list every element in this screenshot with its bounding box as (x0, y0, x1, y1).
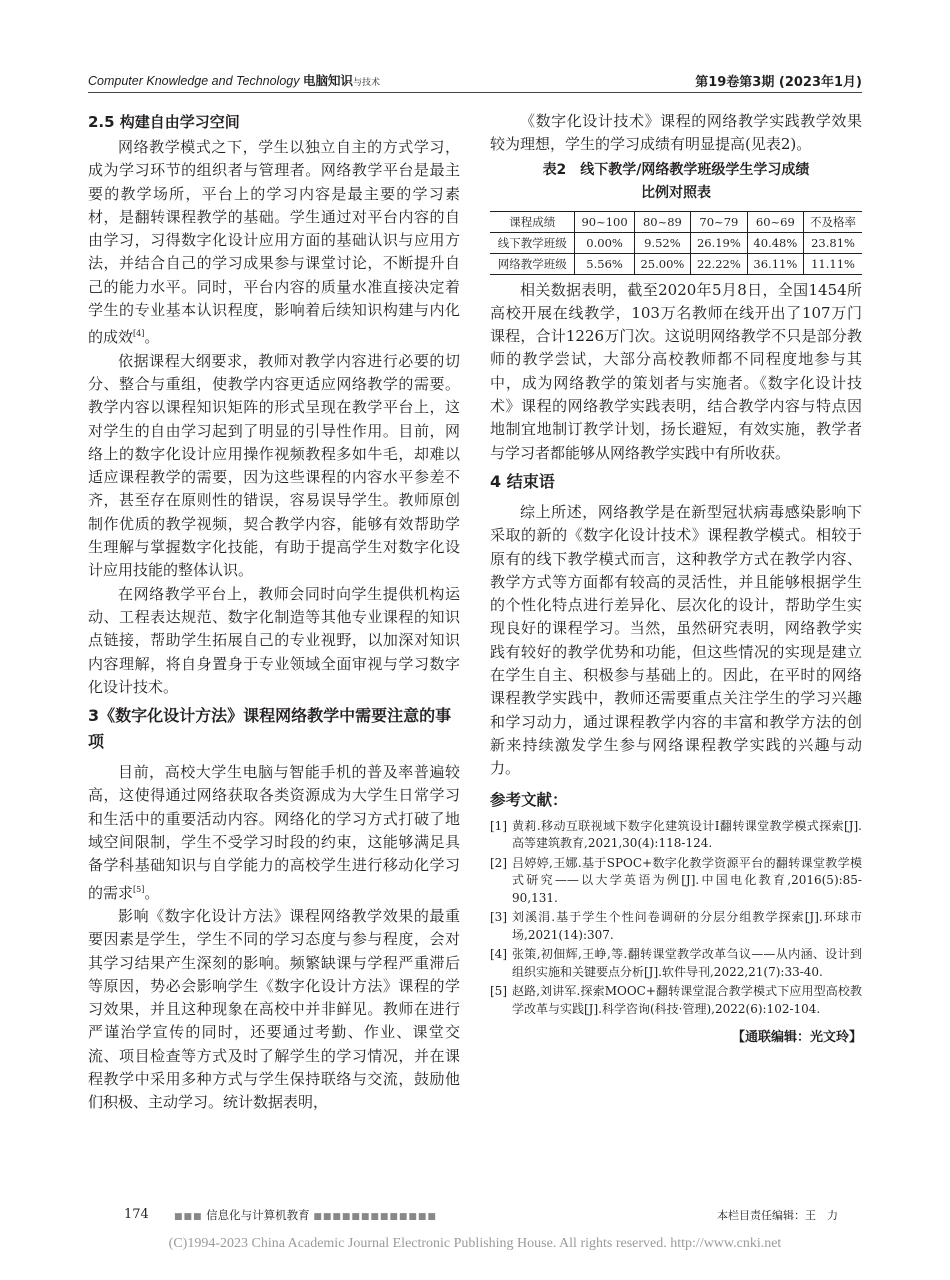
editor-note: 【通联编辑：光文玲】 (731, 1030, 862, 1046)
page-number: 174 (124, 1207, 149, 1222)
table-cell: 40.48% (747, 232, 803, 253)
reference-number: [4] (490, 947, 507, 962)
table-caption-line-1: 表2 线下教学/网络教学班级学生学习成绩 (542, 161, 810, 178)
reference-item (490, 818, 862, 853)
copyright-line: (C)1994-2023 China Academic Journal Electronic Publishing House. All rights reserved. http://www.cnki.net (168, 1236, 782, 1251)
table-cell: 23.81% (804, 232, 862, 253)
table-cell: 9.52% (634, 232, 690, 253)
right-column (490, 110, 862, 1050)
reference-item (490, 983, 862, 1018)
reference-item (490, 946, 862, 981)
table-header-cell: 90~100 (575, 211, 634, 232)
table-header-cell: 80~89 (634, 211, 690, 232)
reference-text: 张策,初佃辉,王峥,等.翻转课堂教学改革刍议——从内涵、设计到组织实施和关键要点分析[J].软件导刊,2022,21(7):33-40. (512, 947, 862, 979)
grade-comparison-table (490, 211, 862, 275)
paragraph: 影响《数字化设计方法》课程网络教学效果的最重要因素是学生，学生不同的学习态度与参与程度，会对其学习结果产生深刻的影响。频繁缺课与学程严重滞后等原因，势必会影响学生《数字化设计方法》课程的学习效果，并且这种现象在高校中并非鲜见。教师在进行严谨治学宣传的同时，还要通过考勤、作业、课堂交流、项目检查等方式及时了解学生的学习情况，并在课程教学中采用多种方式与学生保持联络与交流，鼓励他们积极、主动学习。统计数据表明， (88, 906, 460, 1112)
citation: [4] (133, 329, 145, 339)
paragraph: 《数字化设计技术》课程的网络教学实践教学效果较为理想，学生的学习成绩有明显提高(见表2)。 (490, 112, 862, 154)
paragraph: 在网络教学平台上，教师会同时向学生提供机构运动、工程表达规范、数字化制造等其他专业课程的知识点链接，帮助学生拓展自己的专业视野，以加深对知识内容理解，将自身置身于专业领域全面审视与学习数字化设计技术。 (88, 584, 460, 696)
table-cell: 0.00% (575, 232, 634, 253)
citation: [5] (133, 884, 145, 894)
footer-journal-name: 信息化与计算机教育 (206, 1208, 310, 1222)
table-header-cell: 不及格率 (804, 211, 862, 232)
table-cell: 5.56% (575, 253, 634, 274)
left-column (88, 110, 460, 1115)
section-4-title: 4 结束语 (490, 471, 555, 491)
paragraph: 综上所述，网络教学是在新型冠状病毒感染影响下采取的新的《数字化设计技术》课程教学模式。相较于原有的线下教学模式而言，这种教学方式在教学内容、教学方式等方面都有较高的灵活性，并且能够根据学生的个性化特点进行差异化、层次化的设计，帮助学生实现良好的课程学习。当然，虽然研究表明，网络教学实践有较好的教学优势和功能，但这些情况的实现是建立在学生自主、积极参与基础上的。因此，在平时的网络课程教学实践中，教师还需要重点关注学生的学习兴趣和学习动力，通过课程教学内容的丰富和教学方法的创新来持续激发学生参与网络课程教学实践的兴趣与动力。 (490, 502, 862, 778)
issue-info: 第19卷第3期 (2023年1月) (695, 75, 862, 90)
reference-number: [5] (490, 984, 507, 999)
table-caption-line-2: 比例对照表 (641, 184, 711, 201)
table-header-cell: 课程成绩 (490, 211, 575, 232)
reference-text: 黄莉.移动互联视域下数字化建筑设计Ⅰ翻转课堂教学模式探索[J].高等建筑教育,2021,30(4):118-124. (512, 818, 862, 851)
table-header-cell: 70~79 (691, 211, 747, 232)
reference-number: [3] (490, 910, 507, 925)
paragraph: 网络教学模式之下，学生以独立自主的方式学习，成为学习环节的组织者与管理者。网络教学平台是最主要的教学场所，平台上的学习内容是最主要的学习素材，是翻转课程教学的基础。学生通过对平台内容的自由学习，习得数字化设计应用方面的基础认识与应用方法，并结合自己的学习成果参与课堂讨论，不断提升自己的能力水平。同时，平台内容的质量水准直接决定着学生的专业基本认识程度，影响着后续知识构建与内化的成效[4]。 (88, 138, 460, 347)
section-2-5-title: 2.5 构建自由学习空间 (88, 113, 240, 131)
table-cell: 网络教学班级 (490, 253, 575, 274)
table-row (490, 253, 862, 274)
reference-text: 刘溪涓.基于学生个性问卷调研的分层分组教学探索[J].环球市场,2021(14):307. (512, 910, 862, 942)
reference-item (490, 855, 862, 908)
header-rule (88, 92, 862, 93)
column-editor: 本栏目责任编辑：王 力 (717, 1209, 838, 1222)
table-header-row (490, 211, 862, 232)
section-3-title: 3《数字化设计方法》课程网络教学中需要注意的事项 (88, 706, 452, 752)
table-cell: 26.19% (691, 232, 747, 253)
table-cell: 线下教学班级 (490, 232, 575, 253)
journal-name-tag: 与技术 (353, 78, 381, 88)
paragraph: 相关数据表明，截至2020年5月8日，全国1454所高校开展在线教学，103万名教师在线开出了107万门课程，合计1226万门次。这说明网络教学不只是部分教师的教学尝试，大部分高校教师都不同程度地参与其中，成为网络教学的策划者与实施者。《数字化设计技术》课程的网络教学实践表明，结合教学内容与特点因地制宜地制订教学计划，扬长避短，有效实施，教学者与学习者都能够从网络教学实践中有所收获。 (490, 280, 862, 462)
reference-text: 吕婷婷,王娜.基于SPOC+数字化教学资源平台的翻转课堂教学模式研究——以大学英语为例[J].中国电化教育,2016(5):85-90,131. (512, 855, 862, 905)
table-caption (490, 159, 862, 205)
paragraph-text: 目前，高校大学生电脑与智能手机的普及率普遍较高，这使得通过网络获取各类资源成为大学生日常学习和生活中的重要活动内容。网络化的学习方式打破了地域空间限制，学生不受学习时段的约束，这能够满足具备学科基础知识与自学能力的高校学生进行移动化学习的需求 (88, 763, 460, 902)
table-cell: 36.11% (747, 253, 803, 274)
table-header-cell: 60~69 (747, 211, 803, 232)
references-title: 参考文献： (490, 790, 568, 809)
table-cell: 11.11% (804, 253, 862, 274)
paragraph-text: 网络教学模式之下，学生以独立自主的方式学习，成为学习环节的组织者与管理者。网络教学平台是最主要的教学场所，平台上的学习内容是最主要的学习素材，是翻转课程教学的基础。学生通过对平台内容的自由学习，习得数字化设计应用方面的基础认识与应用方法，并结合自己的学习成果参与课堂讨论，不断提升自己的能力水平。同时，平台内容的质量水准直接决定着学生的专业基本认识程度，影响着后续知识构建与内化的成效 (88, 138, 460, 347)
dots-decoration-icon: ■■■ (174, 1212, 203, 1222)
table-row (490, 232, 862, 253)
table-cell: 22.22% (691, 253, 747, 274)
journal-name-en: Computer Knowledge and Technology (88, 74, 300, 88)
reference-number: [2] (490, 855, 507, 870)
table-cell: 25.00% (634, 253, 690, 274)
reference-number: [1] (490, 818, 507, 833)
reference-list (490, 818, 862, 1019)
dots-decoration-icon: ■■■■■■■■■■■■■ (313, 1212, 437, 1222)
reference-text: 赵路,刘讲军.探索MOOC+翻转课堂混合教学模式下应用型高校教学改革与实践[J].科学咨询(科技·管理),2022(6):102-104. (512, 984, 862, 1016)
reference-item (490, 909, 862, 944)
journal-name-cn: 电脑知识 (302, 73, 353, 88)
paragraph: 依据课程大纲要求，教师对教学内容进行必要的切分、整合与重组，使教学内容更适应网络教学的需要。教学内容以课程知识矩阵的形式呈现在教学平台上，这对学生的自由学习起到了明显的引导性作用。目前，网络上的数字化设计应用操作视频教程多如牛毛，却难以适应课程教学的需要，因为这些课程的内容水平参差不齐，甚至存在原则性的错误，容易误导学生。教师原创制作优质的教学视频，契合教学内容，能够有效帮助学生理解与掌握数字化技能，有助于提高学生对数字化设计应用技能的整体认识。 (88, 351, 460, 580)
journal-header (88, 71, 380, 89)
footer-journal (174, 1207, 437, 1223)
paragraph: 目前，高校大学生电脑与智能手机的普及率普遍较高，这使得通过网络获取各类资源成为大学生日常学习和生活中的重要活动内容。网络化的学习方式打破了地域空间限制，学生不受学习时段的约束，这能够满足具备学科基础知识与自学能力的高校学生进行移动化学习的需求[5]。 (88, 763, 460, 902)
